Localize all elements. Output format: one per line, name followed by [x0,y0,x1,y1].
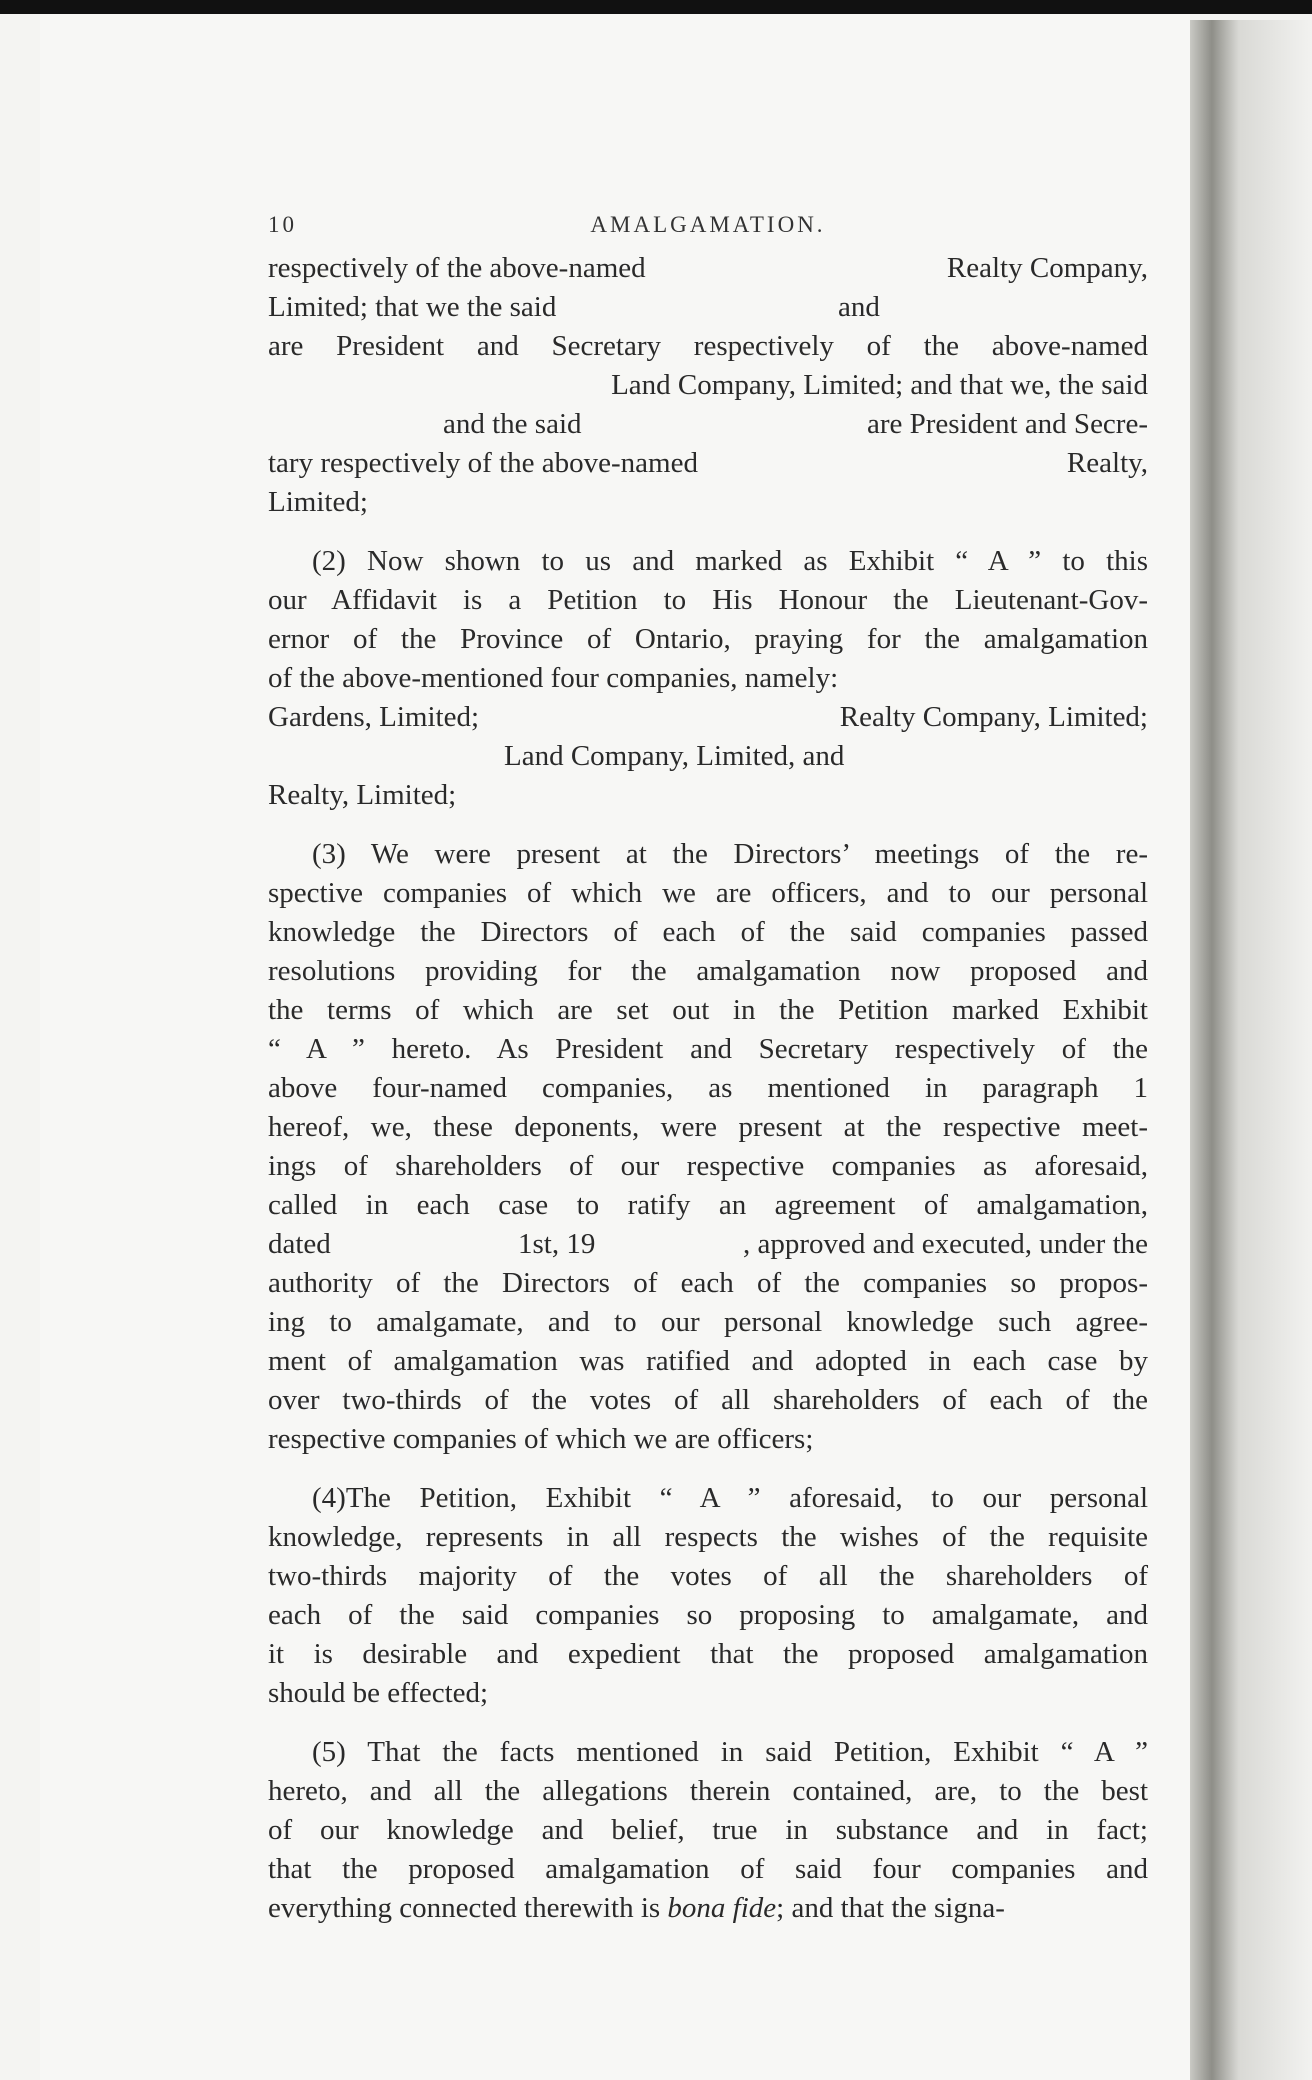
page-number: 10 [268,212,297,237]
text-line: that the proposed amalgamation of said four companies and [268,1853,1148,1885]
text-line: knowledge the Directors of each of the said companies passed [268,916,1148,948]
text-line: of the above-mentioned four companies, namely: [268,662,839,694]
text-segment: tary respectively of the above-named [268,447,698,479]
text-segment: Land Company, Limited, and [504,740,845,772]
text-line: ing to amalgamate, and to our personal knowledge such agree- [268,1306,1148,1338]
text-segment: 1st, 19 [518,1228,596,1260]
text-segment: are President and Secre- [866,408,1148,440]
text-line: (2) Now shown to us and marked as Exhibit “ A ” to this [312,545,1148,577]
text-line: hereof, we, these deponents, were present at the respective meet- [268,1111,1148,1143]
text-segment: and the said [443,408,582,440]
text-line: Limited; [268,486,368,518]
text-segment: everything connected therewith is [268,1892,661,1924]
text-line: above four-named companies, as mentioned in paragraph 1 [268,1072,1148,1104]
text-line [268,288,1148,327]
text-segment: Realty, [1066,447,1148,479]
text-segment: respectively of the above-named [268,252,646,284]
text-line: should be effected; [268,1677,489,1709]
text-line: resolutions providing for the amalgamation now proposed and [268,955,1148,987]
text-line: ment of amalgamation was ratified and adopted in each case by [268,1345,1148,1377]
text-line: authority of the Directors of each of the companies so propos- [268,1267,1148,1299]
text-line: are President and Secretary respectively of the above-named [268,330,1148,362]
running-header [268,205,1148,249]
text-line: knowledge, represents in all respects the wishes of the requisite [268,1521,1148,1553]
text-line: over two-thirds of the votes of all shareholders of each of the [268,1384,1148,1416]
text-line [268,366,1148,405]
paragraph-5 [268,1733,1148,1928]
text-line: “ A ” hereto. As President and Secretary respectively of the [268,1033,1148,1065]
text-line: the terms of which are set out in the Petition marked Exhibit [268,994,1148,1026]
paragraph-3 [268,835,1148,1459]
text-line: our Affidavit is a Petition to His Honour the Lieutenant-Gov- [268,584,1148,616]
text-line: called in each case to ratify an agreement of amalgamation, [268,1189,1148,1221]
text-line: of our knowledge and belief, true in substance and in fact; [268,1814,1148,1846]
text-line: (5) That the facts mentioned in said Petition, Exhibit “ A ” [312,1736,1148,1768]
text-line: ernor of the Province of Ontario, praying for the amalgamation [268,623,1148,655]
affidavit-opening [268,249,1148,522]
text-line: two-thirds majority of the votes of all the shareholders of [268,1560,1148,1592]
text-line [268,1225,1148,1264]
text-segment: Realty Company, Limited; [839,701,1148,733]
text-line: ings of shareholders of our respective companies as aforesaid, [268,1150,1148,1182]
text-line: (4)The Petition, Exhibit “ A ” aforesaid, to our personal [312,1482,1148,1514]
text-segment: and [838,291,880,323]
book-spine-shadow [1190,20,1312,2080]
italic-phrase: bona fide [667,1892,777,1924]
text-line: respective companies of which we are officers; [268,1423,814,1455]
text-line [268,405,1148,444]
text-line: each of the said companies so proposing to amalgamate, and [268,1599,1148,1631]
text-segment: ; and that the signa- [776,1892,1005,1924]
text-line: spective companies of which we are officers, and to our personal [268,877,1148,909]
text-segment: Gardens, Limited; [268,701,480,733]
text-segment: Limited; that we the said [268,291,557,323]
page-content [268,205,1148,1928]
company-list-line: Realty, Limited; [268,779,457,811]
company-list-line [268,737,1148,776]
scan-top-border [0,0,1312,14]
text-line [268,1889,1148,1928]
company-list-line [268,698,1148,737]
text-segment: Land Company, Limited; and that we, the said [611,369,1148,401]
text-segment: dated [268,1228,331,1260]
text-line: hereto, and all the allegations therein contained, are, to the best [268,1775,1148,1807]
paragraph-2 [268,542,1148,815]
text-line: it is desirable and expedient that the proposed amalgamation [268,1638,1148,1670]
text-line [268,444,1148,483]
paragraph-4 [268,1479,1148,1713]
text-line [268,249,1148,288]
running-title: AMALGAMATION. [590,212,826,237]
text-segment: , approved and executed, under the [742,1228,1148,1260]
text-line: (3) We were present at the Directors’ meetings of the re- [312,838,1148,870]
text-segment: Realty Company, [946,252,1148,284]
